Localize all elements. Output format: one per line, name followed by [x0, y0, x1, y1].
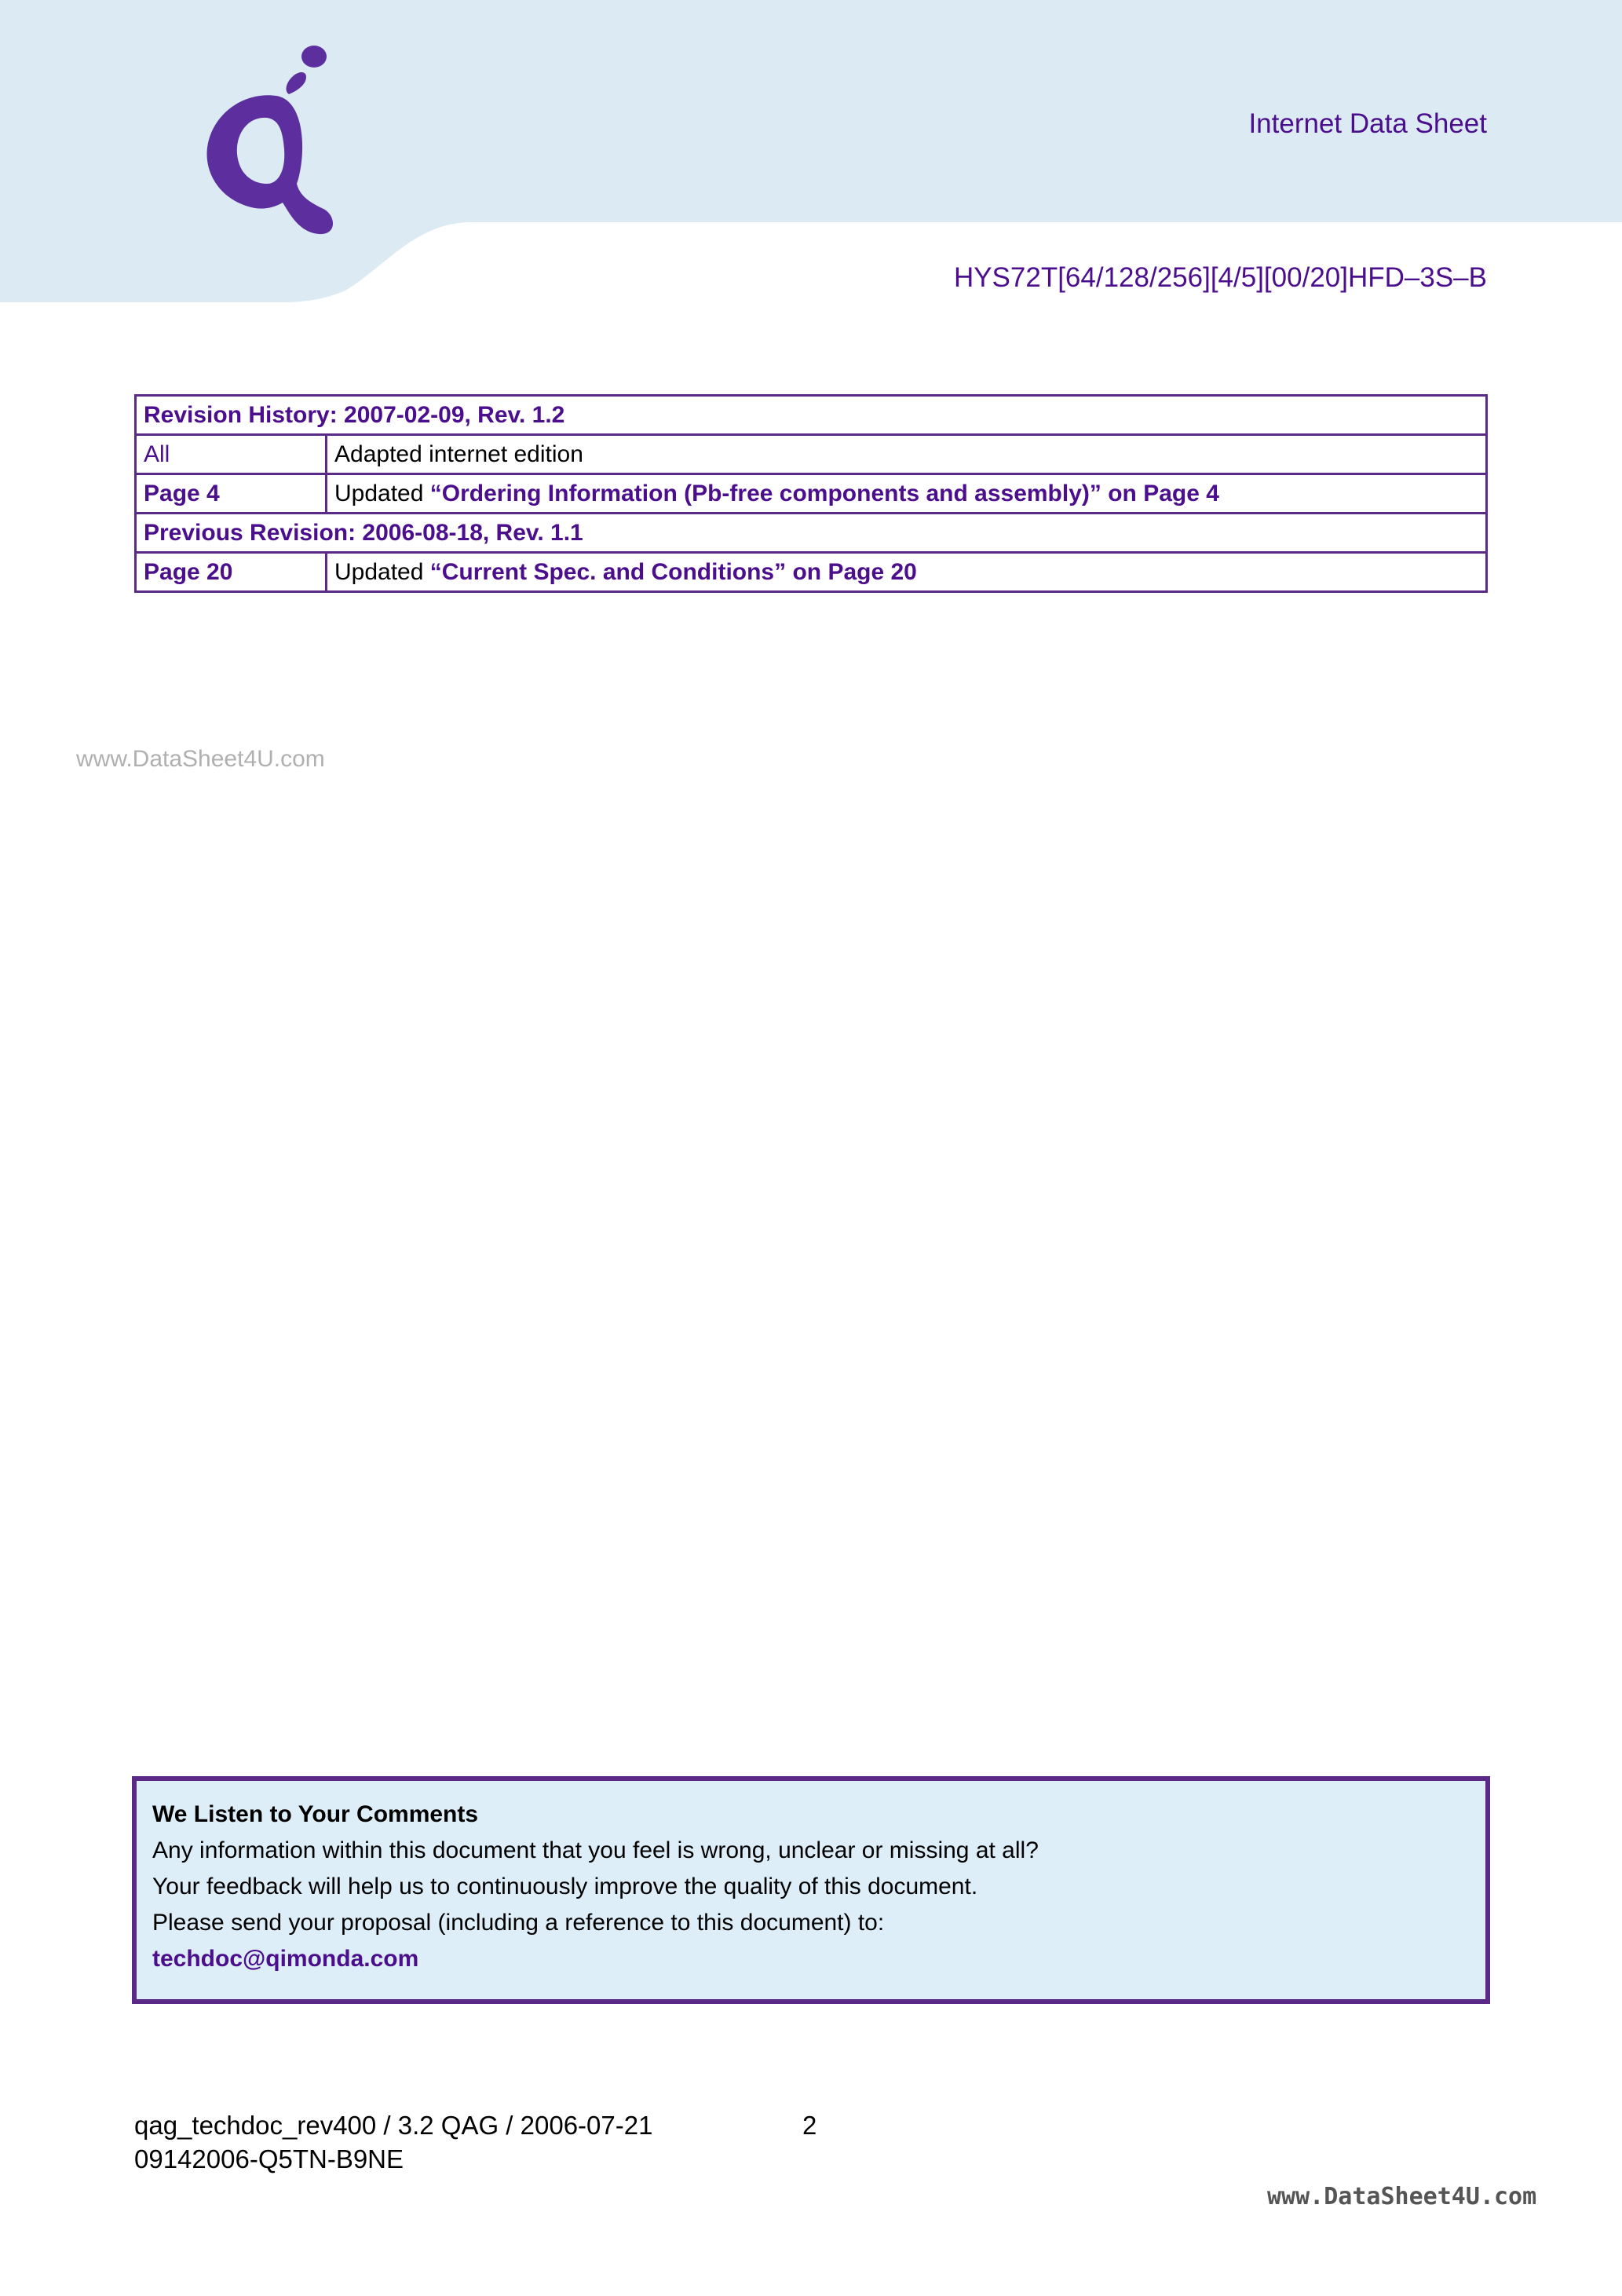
- comments-line: Any information within this document that you feel is wrong, unclear or missing at all?: [152, 1837, 1039, 1863]
- revision-subject-cell: [327, 553, 1487, 592]
- revision-history-table: [134, 394, 1488, 593]
- qimonda-q-logo-icon: [188, 39, 345, 243]
- table-row: [136, 514, 1487, 553]
- revision-history-header: Revision History: 2007-02-09, Rev. 1.2: [136, 396, 1487, 435]
- footer-document-id: 09142006-Q5TN-B9NE: [134, 2144, 404, 2174]
- table-row: [136, 396, 1487, 435]
- previous-revision-header: Previous Revision: 2006-08-18, Rev. 1.1: [136, 514, 1487, 553]
- comments-box: [132, 1776, 1490, 2004]
- document-type-title: Internet Data Sheet: [1248, 108, 1487, 139]
- current-spec-link[interactable]: “Current Spec. and Conditions” on Page 20: [429, 558, 917, 585]
- watermark-text: www.DataSheet4U.com: [1267, 2183, 1537, 2210]
- feedback-email-link[interactable]: techdoc@qimonda.com: [152, 1946, 419, 1972]
- revision-subject-cell: Adapted internet edition: [327, 435, 1487, 474]
- comments-line: Your feedback will help us to continuously improve the quality of this document.: [152, 1874, 978, 1899]
- table-row: [136, 435, 1487, 474]
- page-number: 2: [802, 2111, 817, 2140]
- revision-subject-cell: [327, 474, 1487, 514]
- comments-title: We Listen to Your Comments: [152, 1801, 479, 1827]
- revision-page-cell: All: [136, 435, 327, 474]
- footer-document-info: qag_techdoc_rev400 / 3.2 QAG / 2006-07-21: [134, 2111, 653, 2140]
- table-row: [136, 553, 1487, 592]
- revision-page-cell: Page 20: [136, 553, 327, 592]
- product-code: HYS72T[64/128/256][4/5][00/20]HFD–3S–B: [953, 262, 1487, 293]
- comments-line: Please send your proposal (including a reference to this document) to:: [152, 1910, 885, 1936]
- watermark-text: www.DataSheet4U.com: [76, 746, 325, 772]
- updated-prefix: Updated: [334, 558, 430, 585]
- table-row: [136, 474, 1487, 514]
- ordering-information-link[interactable]: “Ordering Information (Pb-free components and assembly)” on Page 4: [429, 480, 1219, 506]
- updated-prefix: Updated: [334, 480, 430, 506]
- revision-page-cell: Page 4: [136, 474, 327, 514]
